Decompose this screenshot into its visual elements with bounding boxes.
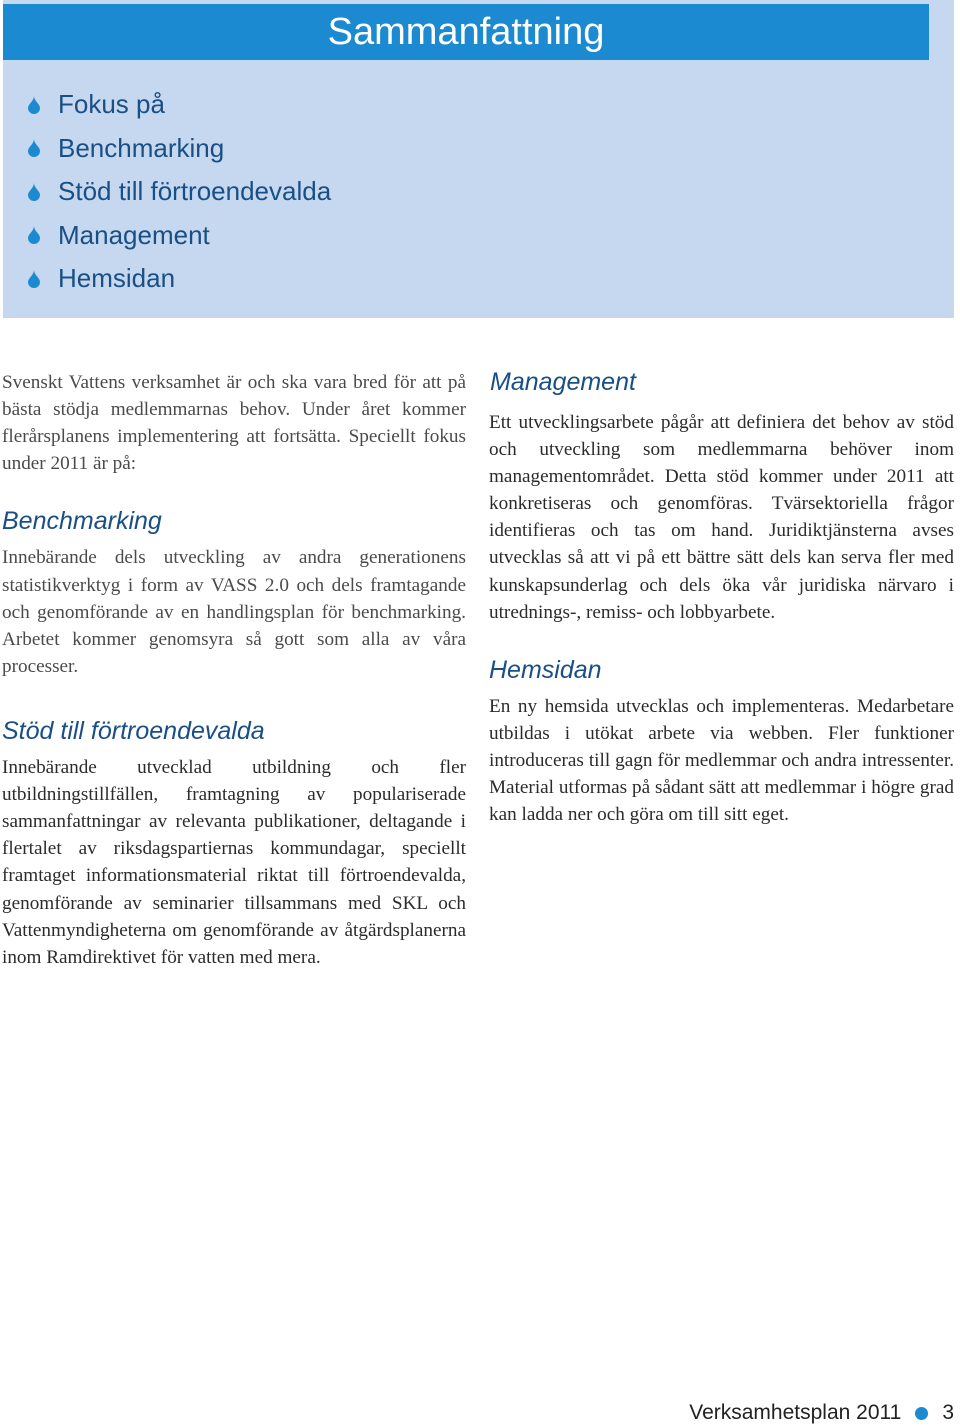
footer-dot-icon [915, 1407, 928, 1420]
focus-item-stod [27, 170, 331, 214]
right-column [489, 409, 954, 828]
stod-paragraph: Innebärande utvecklad utbildning och fler utbildningstillfällen, framtagning av populariserade sammanfattningar av relevanta publikationer, deltagande i flertalet av riksdagspartiernas kommundagar, speciellt framtaget informationsmaterial riktat till förtroendevalda, genomförande av seminarier tillsammans med SKL och Vattenmyndigheterna om genomförande av åtgärdsplanerna inom Ramdirektivet för vatten med mera. [2, 757, 466, 968]
page-number: 3 [942, 1401, 954, 1424]
focus-item-hemsidan [27, 257, 331, 301]
stod-heading: Stöd till förtroendevalda [2, 716, 265, 745]
footer-label: Verksamhetsplan 2011 [689, 1401, 902, 1424]
benchmarking-paragraph: Innebärande dels utveckling av andra generationens statistikverktyg i form av VASS 2.0 och dels framtagande och genomförande av en handlingsplan för benchmarking. Arbetet kommer genomsyra så gott som alla av våra processer. [2, 547, 466, 677]
management-heading: Management [490, 368, 636, 396]
focus-item-label: Stöd till förtroendevalda [58, 176, 332, 207]
summary-banner [3, 0, 954, 318]
intro-paragraph: Svenskt Vattens verksamhet är och ska vara bred för att på bästa stödja medlemmarnas behov. Under året kommer flerårsplanens implementering att fortsätta. Speciellt fokus under 2011 är på: [2, 372, 466, 475]
water-drop-icon [27, 96, 41, 114]
focus-item-management [27, 214, 331, 258]
management-paragraph: Ett utvecklingsarbete pågår att definiera det behov av stöd och utveckling som medlemmarna behöver inom managementområdet. Detta stöd kommer under 2011 att konkretiseras och genomföras. Tvärsektoriella frågor identifieras och tas om hand. Juridiktjänsterna avses utvecklas så att vi på ett bättre sätt dels kan serva fler med kunskapsunderlag och dels öka vår juridiska närvaro i utrednings-, remiss- och lobbyarbete. [489, 412, 954, 623]
focus-item-benchmarking [27, 127, 331, 171]
benchmarking-heading: Benchmarking [2, 507, 162, 536]
water-drop-icon [27, 183, 41, 201]
focus-list [27, 83, 331, 301]
water-drop-icon [27, 270, 41, 288]
banner-title: Sammanfattning [3, 4, 929, 60]
water-drop-icon [27, 226, 41, 244]
focus-item-label: Benchmarking [58, 132, 225, 163]
focus-item-label: Hemsidan [58, 263, 176, 294]
hemsidan-heading: Hemsidan [489, 655, 602, 684]
page-footer [689, 1401, 954, 1425]
water-drop-icon [27, 139, 41, 157]
hemsidan-paragraph: En ny hemsida utvecklas och implementeras. Medarbetare utbildas i utökat arbete via webben. Fler funktioner introduceras till gagn för medlemmar och andra intressenter. Material utformas på sådant sätt att medlemmar i högre grad kan ladda ner och göra om till sitt eget. [489, 695, 954, 826]
left-column [2, 369, 466, 971]
focus-item-fokus [27, 83, 331, 127]
focus-item-label: Fokus på [58, 89, 165, 120]
focus-item-label: Management [58, 219, 210, 250]
